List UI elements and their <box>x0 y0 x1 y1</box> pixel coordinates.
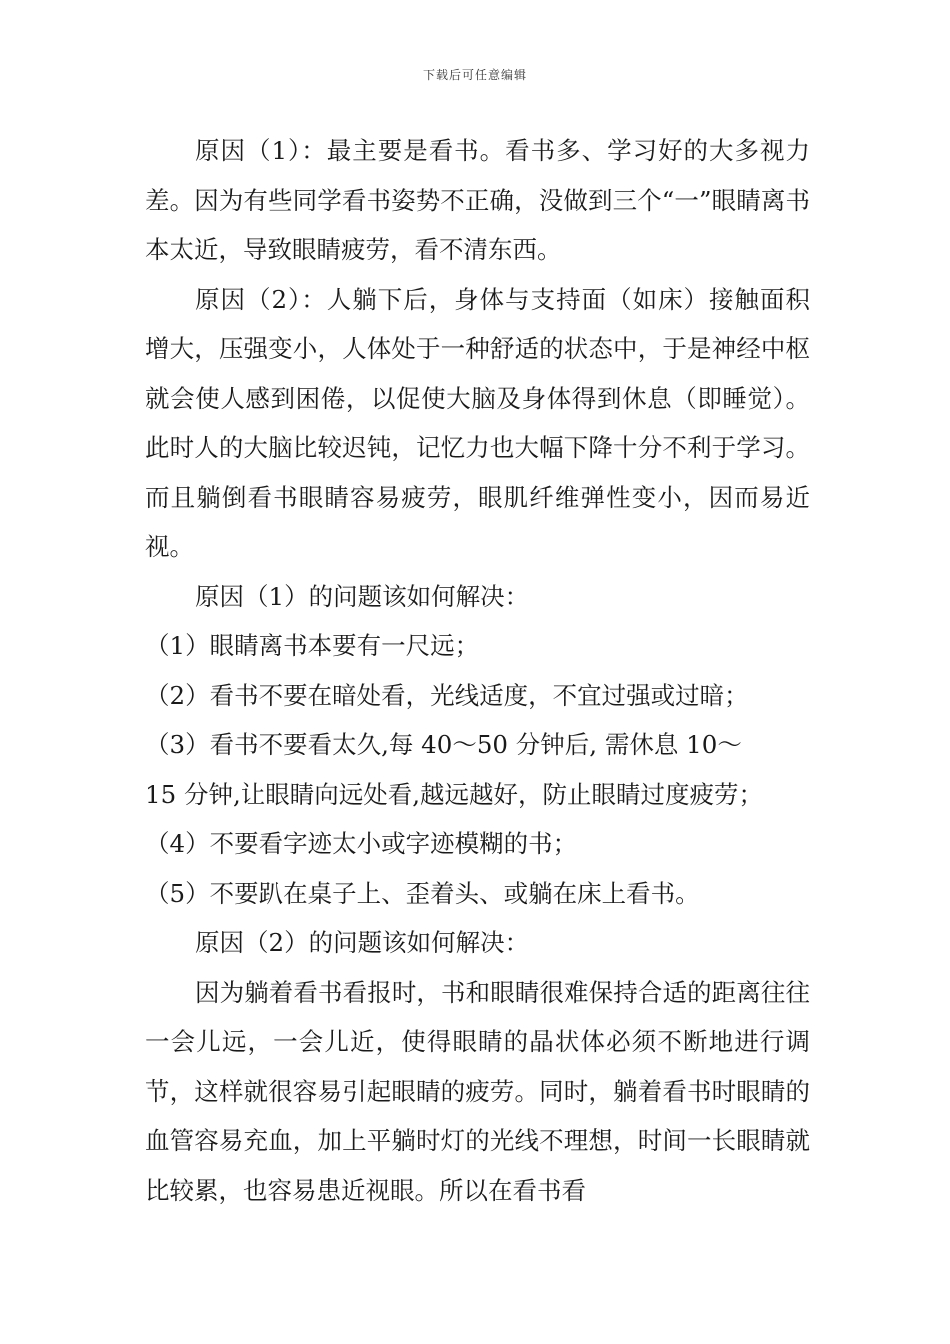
paragraph-cause-2: 原因（2）：人躺下后，身体与支持面（如床）接触面积增大，压强变小，人体处于一种舒适的状态中，于是神经中枢就会使人感到困倦，以促使大脑及身体得到休息（即睡觉）。此时人的大脑比较迟钝，记忆力也大幅下降十分不利于学习。而且躺倒看书眼睛容易疲劳，眼肌纤维弹性变小，因而易近视。 <box>145 284 810 561</box>
list-item-3: （3）看书不要看太久,每 40～50 分钟后, 需休息 10～ <box>145 730 742 759</box>
list-item-3-continued: 15 分钟,让眼睛向远处看,越远越好，防止眼睛过度疲劳； <box>145 779 764 809</box>
paragraph-solution-2: 因为躺着看书看报时，书和眼睛很难保持合适的距离往往一会儿远，一会儿近，使得眼睛的晶状体必须不断地进行调节，这样就很容易引起眼睛的疲劳。同时，躺着看书时眼睛的血管容易充血，加上平躺时灯的光线不理想，时间一长眼睛就比较累，也容易患近视眼。所以在看书看 <box>145 977 810 1205</box>
document-body <box>145 126 810 1215</box>
list-item-4: （4）不要看字迹太小或字迹模糊的书； <box>145 829 578 858</box>
list-item-1: （1）眼睛离书本要有一尺远； <box>145 631 480 660</box>
header-note: 下载后可任意编辑 <box>422 68 527 82</box>
heading-solution-1: 原因（1）的问题该如何解决： <box>195 581 530 611</box>
list-item-2: （2）看书不要在暗处看，光线适度，不宜过强或过暗； <box>145 680 749 710</box>
heading-solution-2: 原因（2）的问题该如何解决： <box>195 928 530 957</box>
paragraph-cause-1: 原因（1）：最主要是看书。看书多、学习好的大多视力差。因为有些同学看书姿势不正确，没做到三个“一”眼睛离书本太近，导致眼睛疲劳，看不清东西。 <box>145 136 810 264</box>
list-item-5: （5）不要趴在桌子上、歪着头、或躺在床上看书。 <box>145 878 700 908</box>
